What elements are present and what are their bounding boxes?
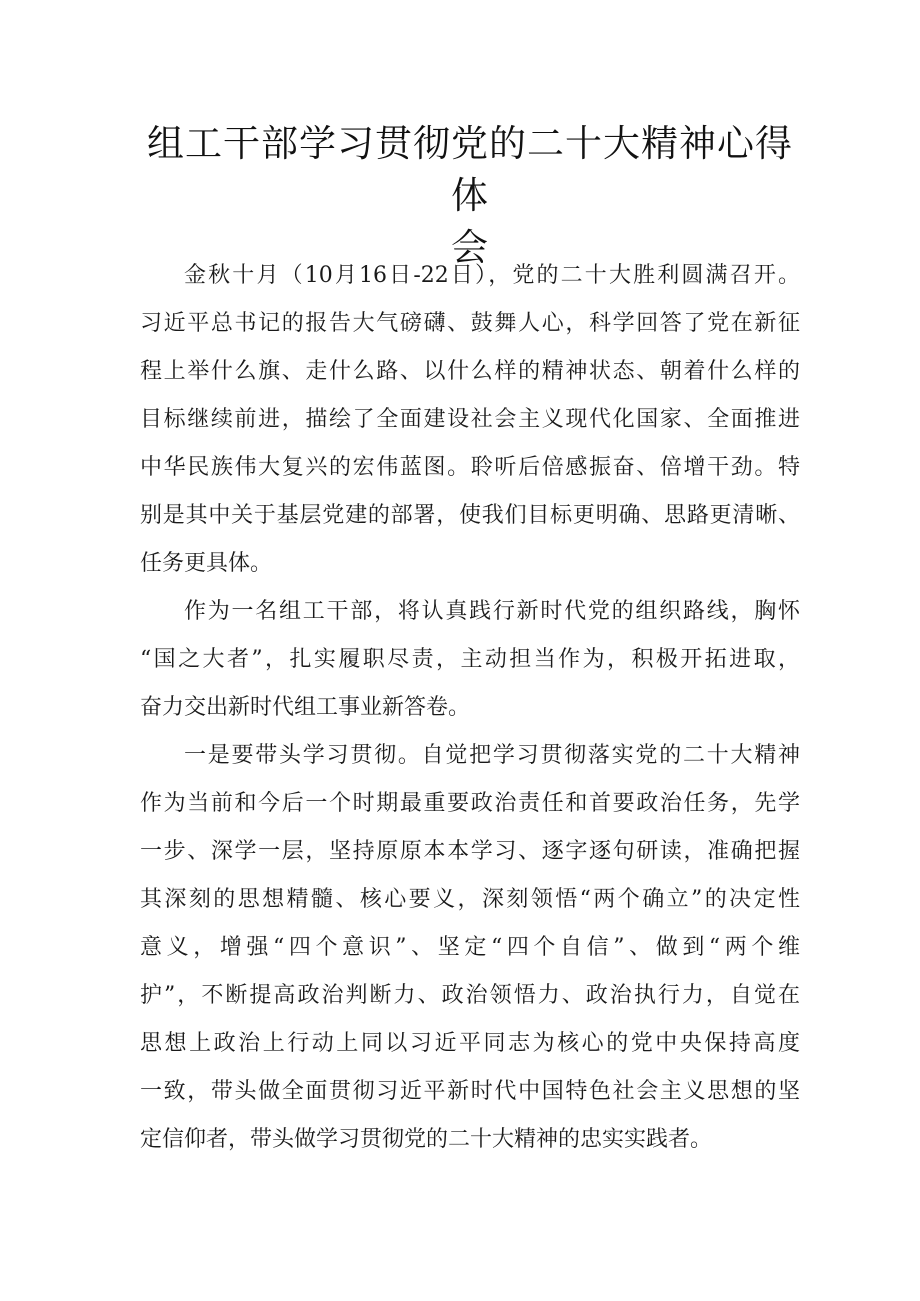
text-line: 奋力交出新时代组工事业新答卷。 bbox=[140, 695, 471, 720]
text-line: 思想上政治上行动上同以习近平同志为核心的党中央保持高度 bbox=[140, 1031, 800, 1056]
text-line: 一致，带头做全面贯彻习近平新时代中国特色社会主义思想的坚 bbox=[140, 1079, 800, 1104]
text-line: 目标继续前进，描绘了全面建设社会主义现代化国家、全面推进 bbox=[140, 407, 800, 432]
title-line-1: 组工干部学习贯彻党的二十大精神心得体 bbox=[147, 122, 793, 217]
text-line: 中华民族伟大复兴的宏伟蓝图。聆听后倍感振奋、倍增干劲。特 bbox=[140, 455, 800, 480]
text-line: 一步、深学一层，坚持原原本本学习、逐字逐句研读，准确把握 bbox=[140, 839, 800, 864]
text-line: 金秋十月（10月16日-22日），党的二十大胜利圆满召开。 bbox=[184, 263, 800, 288]
paragraph-commitment bbox=[140, 588, 800, 732]
text-line: 其深刻的思想精髓、核心要义，深刻领悟“两个确立”的决定性 bbox=[140, 887, 800, 912]
text-line: 作为当前和今后一个时期最重要政治责任和首要政治任务，先学 bbox=[140, 791, 800, 816]
title-line-2: 会 bbox=[451, 226, 489, 269]
text-line: 护”，不断提高政治判断力、政治领悟力、政治执行力，自觉在 bbox=[140, 983, 800, 1008]
text-line: “国之大者”，扎实履职尽责，主动担当作为，积极开拓进取， bbox=[140, 647, 800, 672]
paragraph-intro bbox=[140, 252, 800, 588]
text-line: 任务更具体。 bbox=[140, 551, 273, 576]
text-line: 一是要带头学习贯彻。自觉把学习贯彻落实党的二十大精神 bbox=[184, 743, 800, 768]
text-line: 意义，增强“四个意识”、坚定“四个自信”、做到“两个维 bbox=[140, 935, 800, 960]
text-line: 定信仰者，带头做学习贯彻党的二十大精神的忠实实践者。 bbox=[140, 1127, 713, 1152]
text-line: 作为一名组工干部，将认真践行新时代党的组织路线，胸怀 bbox=[184, 599, 800, 624]
document-body bbox=[140, 252, 800, 1164]
text-line: 程上举什么旗、走什么路、以什么样的精神状态、朝着什么样的 bbox=[140, 359, 800, 384]
text-line: 别是其中关于基层党建的部署，使我们目标更明确、思路更清晰、 bbox=[140, 503, 800, 528]
text-line: 习近平总书记的报告大气磅礴、鼓舞人心，科学回答了党在新征 bbox=[140, 311, 800, 336]
paragraph-study bbox=[140, 732, 800, 1164]
document-title bbox=[140, 118, 800, 274]
